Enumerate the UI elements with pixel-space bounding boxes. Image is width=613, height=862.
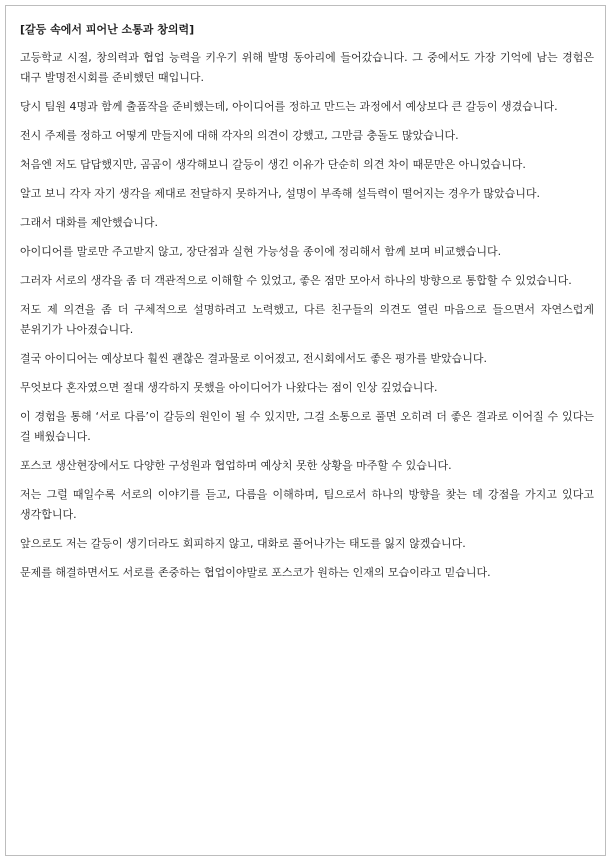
document-title: [갈등 속에서 피어난 소통과 창의력] <box>20 23 195 36</box>
paragraph: 아이디어를 말로만 주고받지 않고, 장단점과 실현 가능성을 종이에 정리해서 함께 보며 비교했습니다. <box>20 245 502 258</box>
paragraph: 포스코 생산현장에서도 다양한 구성원과 협업하며 예상치 못한 상황을 마주할 수 있습니다. <box>20 459 452 472</box>
paragraph: 앞으로도 저는 갈등이 생기더라도 회피하지 않고, 대화로 풀어나가는 태도를 잃지 않겠습니다. <box>20 537 466 550</box>
paragraph: 당시 팀원 4명과 함께 출품작을 준비했는데, 아이디어를 정하고 만드는 과정에서 예상보다 큰 갈등이 생겼습니다. <box>20 100 558 113</box>
paragraph: 무엇보다 혼자였으면 절대 생각하지 못했을 아이디어가 나왔다는 점이 인상 깊었습니다. <box>20 381 438 394</box>
paragraph: 알고 보니 각자 자기 생각을 제대로 전달하지 못하거나, 설명이 부족해 설득력이 떨어지는 경우가 많았습니다. <box>20 187 540 200</box>
paragraph: 그래서 대화를 제안했습니다. <box>20 216 159 229</box>
paragraph: 문제를 해결하면서도 서로를 존중하는 협업이야말로 포스코가 원하는 인재의 모습이라고 믿습니다. <box>20 566 491 579</box>
paragraph: 처음엔 저도 답답했지만, 곰곰이 생각해보니 갈등이 생긴 이유가 단순히 의견 차이 때문만은 아니었습니다. <box>20 158 526 171</box>
document-body <box>20 20 594 592</box>
paragraph: 저는 그럴 때일수록 서로의 이야기를 듣고, 다름을 이해하며, 팀으로서 하나의 방향을 찾는 데 강점을 가지고 있다고 생각합니다. <box>20 488 594 521</box>
paragraph: 그러자 서로의 생각을 좀 더 객관적으로 이해할 수 있었고, 좋은 점만 모아서 하나의 방향으로 통합할 수 있었습니다. <box>20 274 572 287</box>
paragraph: 이 경험을 통해 ‘서로 다름’이 갈등의 원인이 될 수 있지만, 그걸 소통으로 풀면 오히려 더 좋은 결과로 이어질 수 있다는 걸 배웠습니다. <box>20 410 594 443</box>
paragraph: 결국 아이디어는 예상보다 훨씬 괜찮은 결과물로 이어졌고, 전시회에서도 좋은 평가를 받았습니다. <box>20 352 487 365</box>
document-page <box>5 5 606 856</box>
paragraph: 저도 제 의견을 좀 더 구체적으로 설명하려고 노력했고, 다른 친구들의 의견도 열린 마음으로 들으면서 자연스럽게 분위기가 나아졌습니다. <box>20 303 594 336</box>
paragraph: 전시 주제를 정하고 어떻게 만들지에 대해 각자의 의견이 강했고, 그만큼 충돌도 많았습니다. <box>20 129 459 142</box>
paragraph: 고등학교 시절, 창의력과 협업 능력을 키우기 위해 발명 동아리에 들어갔습니다. 그 중에서도 가장 기억에 남는 경험은 대구 발명전시회를 준비했던 때입니다. <box>20 51 594 84</box>
